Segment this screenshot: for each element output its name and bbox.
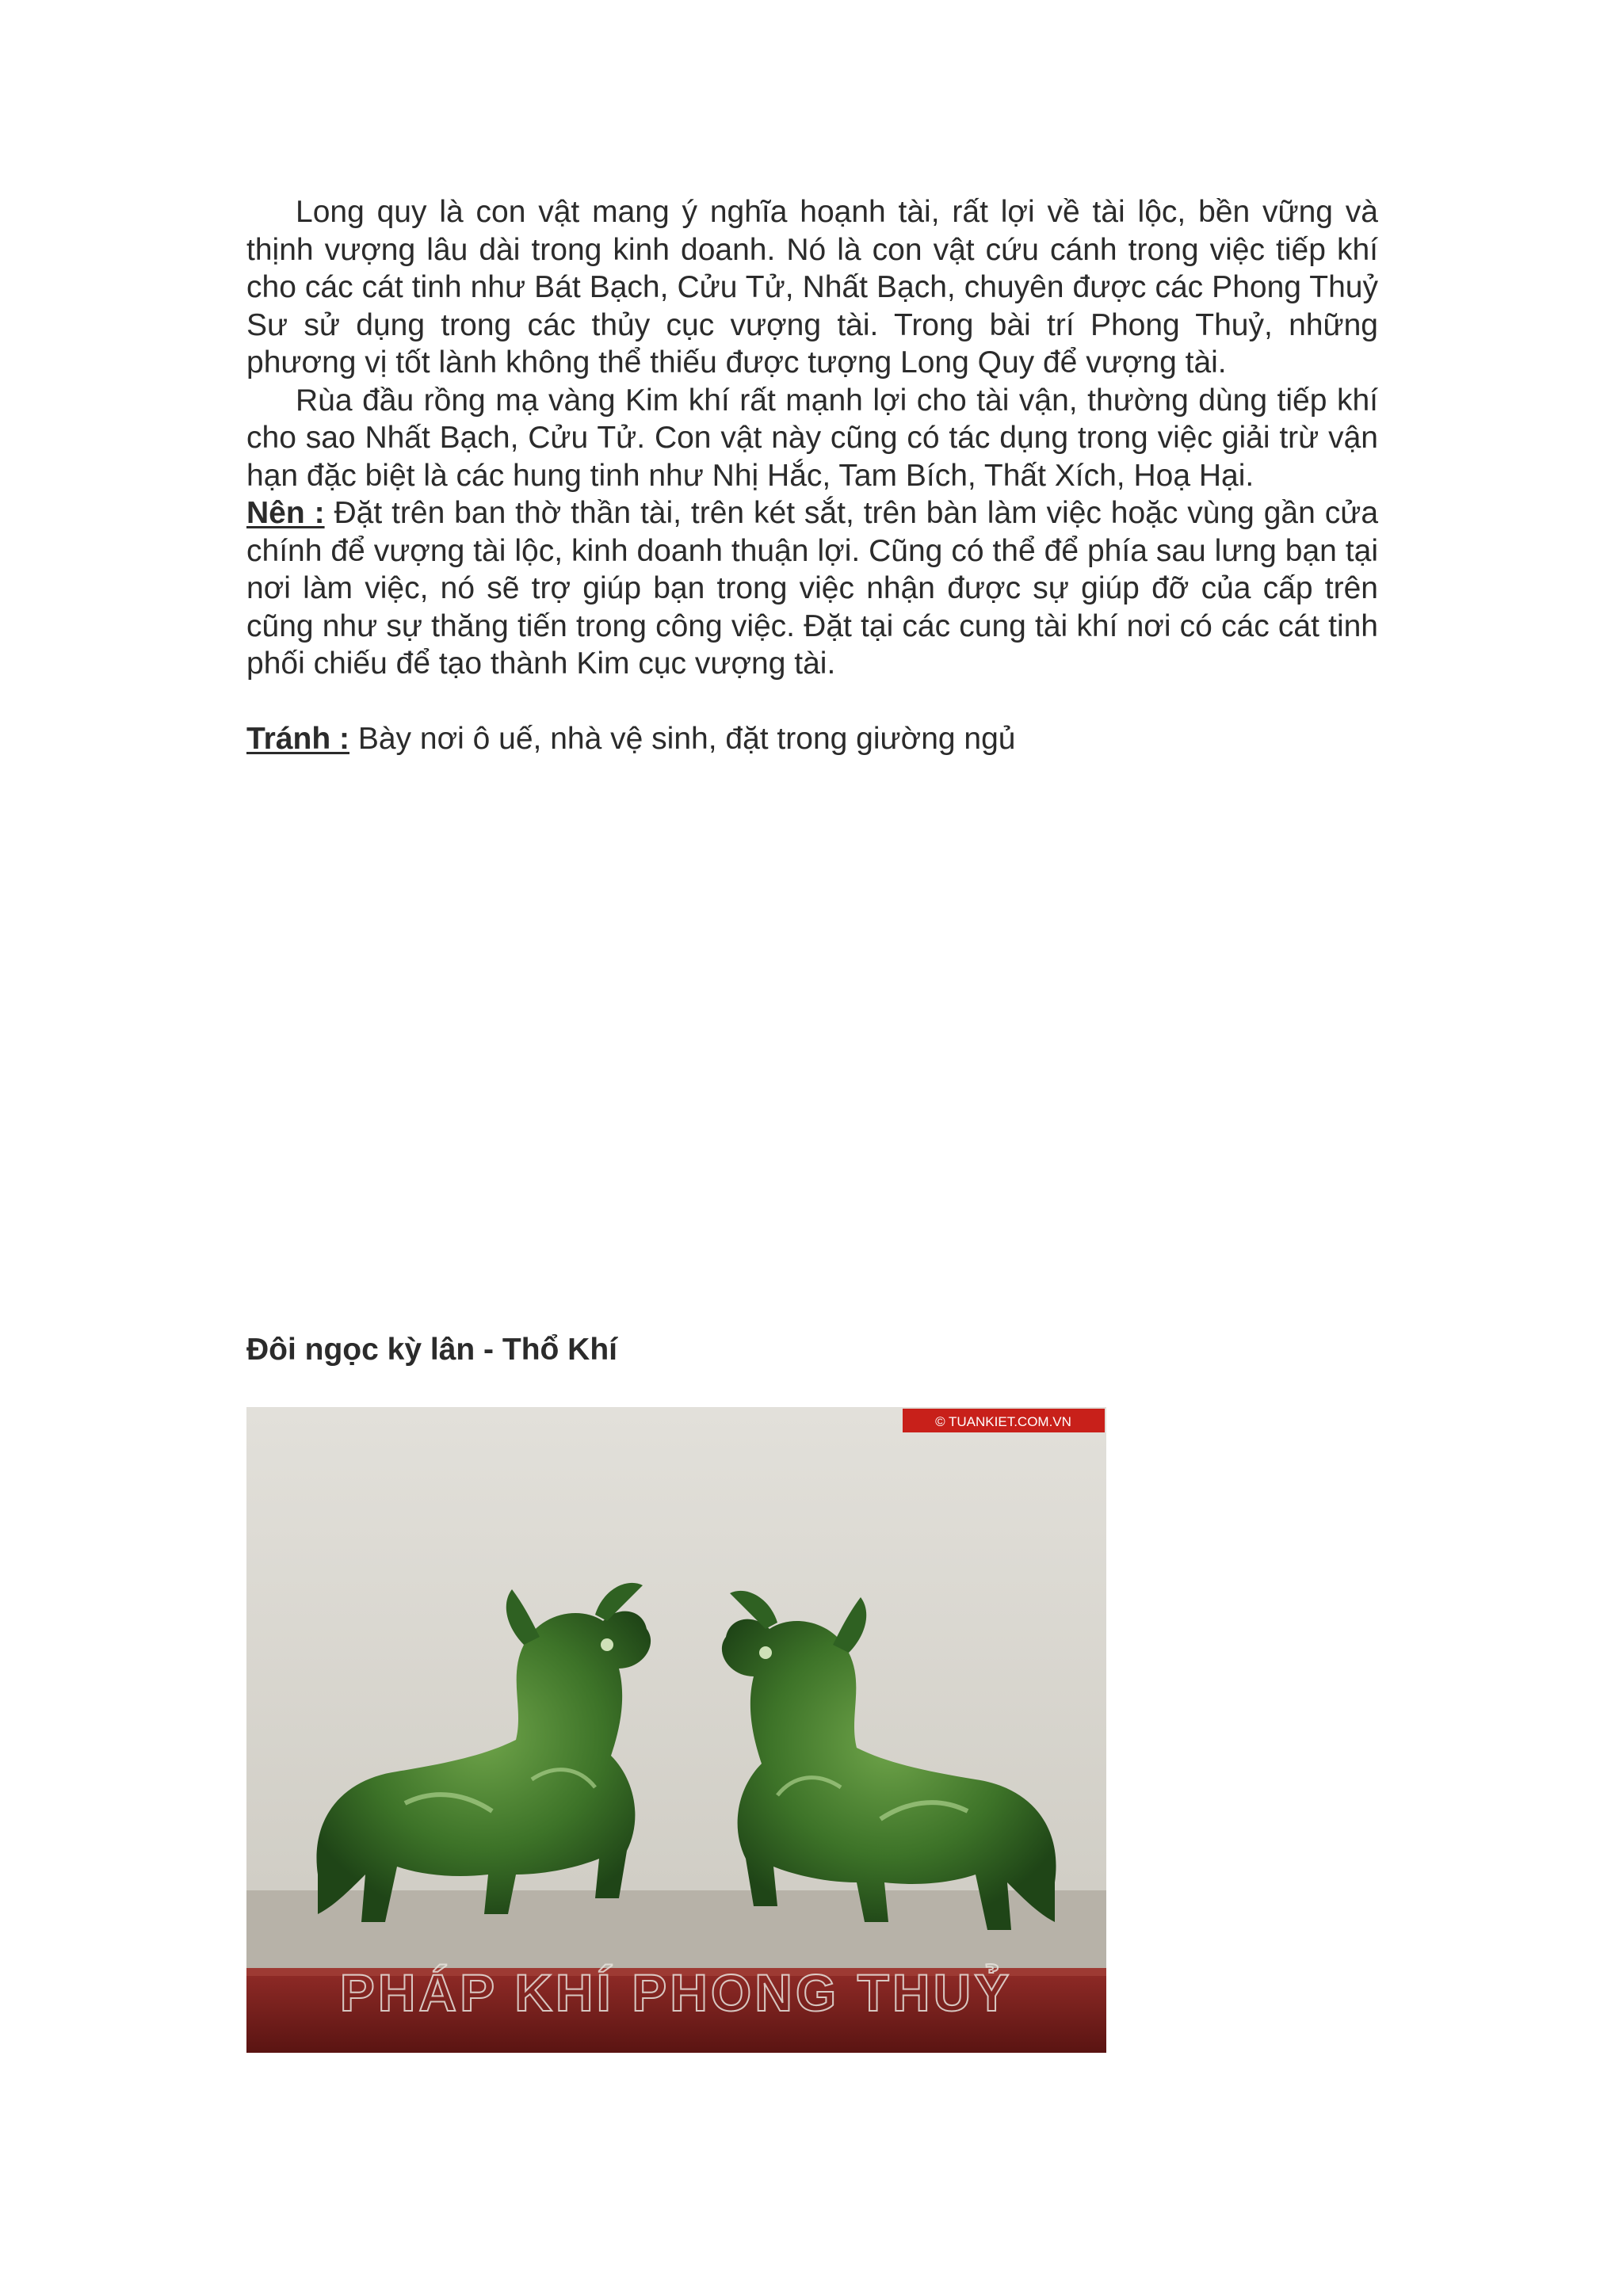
body-text [246,193,1378,758]
section-heading: Đôi ngọc kỳ lân - Thổ Khí [246,1333,617,1367]
tranh-label: Tránh : [246,722,350,756]
nen-label: Nên : [246,496,325,530]
qilin-photo-illustration [246,1407,1106,2053]
bottom-watermark-text: PHÁP KHÍ PHONG THUỶ [339,1963,1013,2022]
nen-text: Đặt trên ban thờ thần tài, trên két sắt, trên bàn làm việc hoặc vùng gần cửa chính để vượng tài lộc, kinh doanh thuận lợi. Cũng có thể để phía sau lưng bạn tại nơi làm việc, nó sẽ trợ giúp bạn trong việc nhận được sự giúp đỡ của cấp trên cũng như sự thăng tiến trong công việc. Đặt tại các cung tài khí nơi có các cát tinh phối chiếu để tạo thành Kim cục vượng tài. [246,496,1379,681]
qilin-photo [246,1407,1106,2053]
paragraph-nen [246,494,1378,683]
paragraph-tranh [246,720,1378,758]
paragraph-long-quy: Long quy là con vật mang ý nghĩa hoạnh tài, rất lợi về tài lộc, bền vững và thịnh vượng lâu dài trong kinh doanh. Nó là con vật cứu cánh trong việc tiếp khí cho các cát tinh như Bát Bạch, Cửu Tử, Nhất Bạch, chuyên được các Phong Thuỷ Sư sử dụng trong các thủy cục vượng tài. Trong bài trí Phong Thuỷ, những phương vị tốt lành không thể thiếu được tượng Long Quy để vượng tài. [246,195,1378,379]
paragraph-rua-dau-rong: Rùa đầu rồng mạ vàng Kim khí rất mạnh lợi cho tài vận, thường dùng tiếp khí cho sao Nhất Bạch, Cửu Tử. Con vật này cũng có tác dụng trong việc giải trừ vận hạn đặc biệt là các hung tinh như Nhị Hắc, Tam Bích, Thất Xích, Hoạ Hại. [246,383,1378,493]
paragraph-spacer [246,683,1378,721]
top-watermark-text: © TUANKIET.COM.VN [935,1414,1071,1429]
tranh-text: Bày nơi ô uế, nhà vệ sinh, đặt trong giường ngủ [349,722,1016,756]
top-watermark [903,1409,1105,1432]
